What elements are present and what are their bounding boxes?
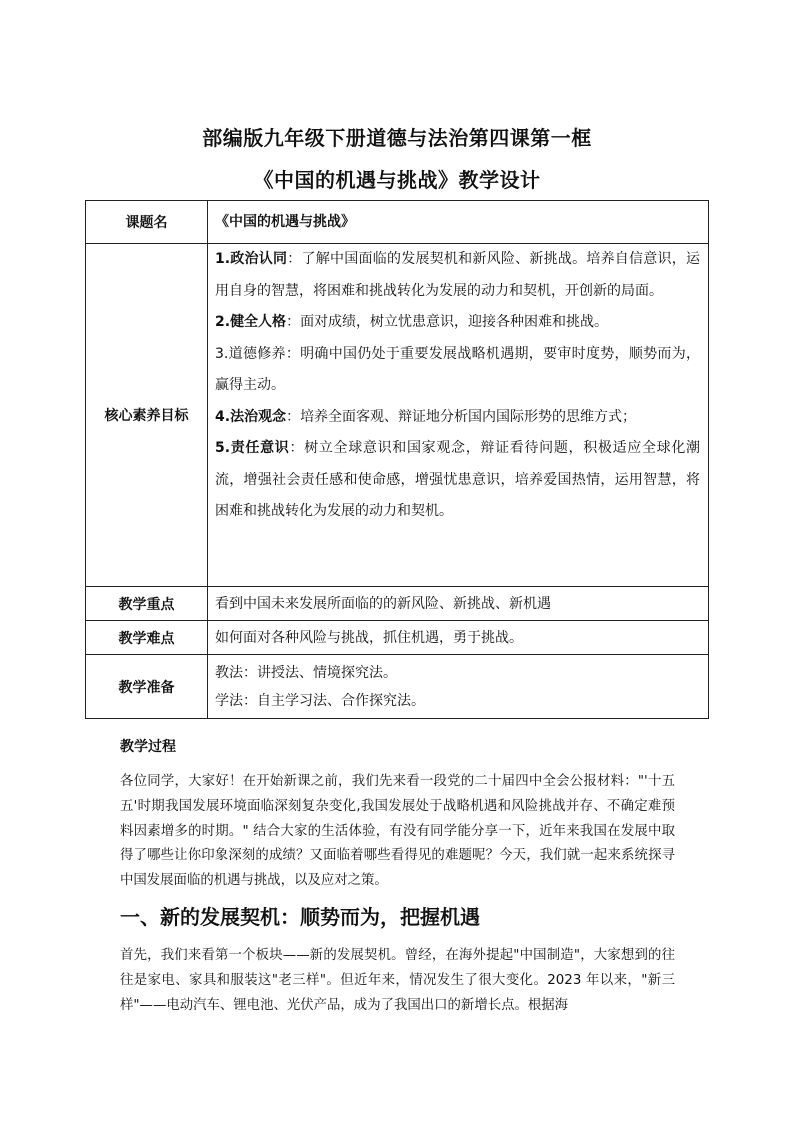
goal-name: 责任意识 xyxy=(230,440,290,456)
teaching-method: 教法：讲授法、情境探究法。 xyxy=(215,664,397,681)
goal-item xyxy=(215,402,700,434)
goal-item xyxy=(215,433,700,528)
table-row-focus xyxy=(86,587,709,621)
preparation-value xyxy=(208,655,709,719)
goal-name: 政治认同 xyxy=(230,251,288,267)
goal-item xyxy=(215,244,700,307)
section1-paragraph: 首先，我们来看第一个板块——新的发展契机。曾经，在海外提起"中国制造"，大家想到的往往是家电、家具和服装这"老三样"。但近年来，情况发生了很大变化。2023 年以来，"新三样"——电动汽车、锂电池、光伏产品，成为了我国出口的新增长点。根据海 xyxy=(120,948,675,1013)
table-row-difficulty xyxy=(86,621,709,655)
intro-paragraph: 各位同学，大家好！在开始新课之前，我们先来看一段党的二十届四中全会公报材料："'十五五'时期我国发展环境面临深刻复杂变化,我国发展处于战略机遇和风险挑战并存、不确定难预料因素增多的时期。" 结合大家的生活体验，有没有同学能分享一下，近年来我国在发展中取得了哪些让你印象深刻的成绩？又面临着哪些看得见的难题呢？今天，我们就一起来系统探寻中国发展面临的机遇与挑战，以及应对之策。 xyxy=(120,774,675,889)
document-title-line2: 《中国的机遇与挑战》教学设计 xyxy=(253,168,541,192)
goal-separator: ： xyxy=(285,345,301,362)
topic-label: 课题名 xyxy=(86,201,208,244)
section1-title: 一、新的发展契机：顺势而为，把握机遇 xyxy=(120,905,480,929)
table-row-topic xyxy=(86,201,709,244)
goal-name: 健全人格 xyxy=(230,314,287,330)
goal-number: 3. xyxy=(215,345,229,362)
goal-text: 树立全球意识和国家观念，辩证看待问题，积极适应全球化潮流，增强社会责任感和使命感，增强忧患意识，培养爱国热情，运用智慧，将困难和挑战转化为发展的动力和契机。 xyxy=(215,440,701,519)
goals-value xyxy=(208,244,709,587)
goal-text: 培养全面客观、辩证地分析国内国际形势的思维方式； xyxy=(300,408,637,425)
goal-number: 5. xyxy=(215,440,231,456)
process-heading: 教学过程 xyxy=(120,739,176,755)
goal-text: 明确中国仍处于重要发展战略机遇期，要审时度势，顺势而为，赢得主动。 xyxy=(215,345,701,393)
goal-separator: ： xyxy=(286,408,301,425)
goal-number: 1. xyxy=(215,251,231,267)
table-row-preparation xyxy=(86,655,709,719)
focus-value: 看到中国未来发展所面临的的新风险、新挑战、新机遇 xyxy=(208,587,709,621)
goal-separator: ： xyxy=(289,440,305,456)
goal-name: 道德修养 xyxy=(228,345,286,362)
goal-separator: ： xyxy=(287,251,302,267)
table-row-goals xyxy=(86,244,709,587)
lesson-design-table xyxy=(85,200,709,719)
goal-number: 4. xyxy=(215,408,231,425)
learning-method: 学法：自主学习法、合作探究法。 xyxy=(215,692,425,709)
preparation-label: 教学准备 xyxy=(86,655,208,719)
goal-text: 面对成绩，树立忧患意识，迎接各种困难和挑战。 xyxy=(300,314,609,330)
difficulty-label: 教学难点 xyxy=(86,621,208,655)
goal-name: 法治观念 xyxy=(230,408,287,425)
focus-label: 教学重点 xyxy=(86,587,208,621)
goal-number: 2. xyxy=(215,314,231,330)
topic-value: 《中国的机遇与挑战》 xyxy=(208,201,709,244)
document-title-line1: 部编版九年级下册道德与法治第四课第一框 xyxy=(202,126,592,150)
goal-text: 了解中国面临的发展契机和新风险、新挑战。培养自信意识，运用自身的智慧，将困难和挑战转化为发展的动力和契机，开创新的局面。 xyxy=(215,251,701,299)
goal-item xyxy=(215,339,700,402)
difficulty-value: 如何面对各种风险与挑战，抓住机遇，勇于挑战。 xyxy=(208,621,709,655)
goals-label: 核心素养目标 xyxy=(86,244,208,587)
goal-item xyxy=(215,307,700,339)
goal-separator: ： xyxy=(286,314,301,330)
